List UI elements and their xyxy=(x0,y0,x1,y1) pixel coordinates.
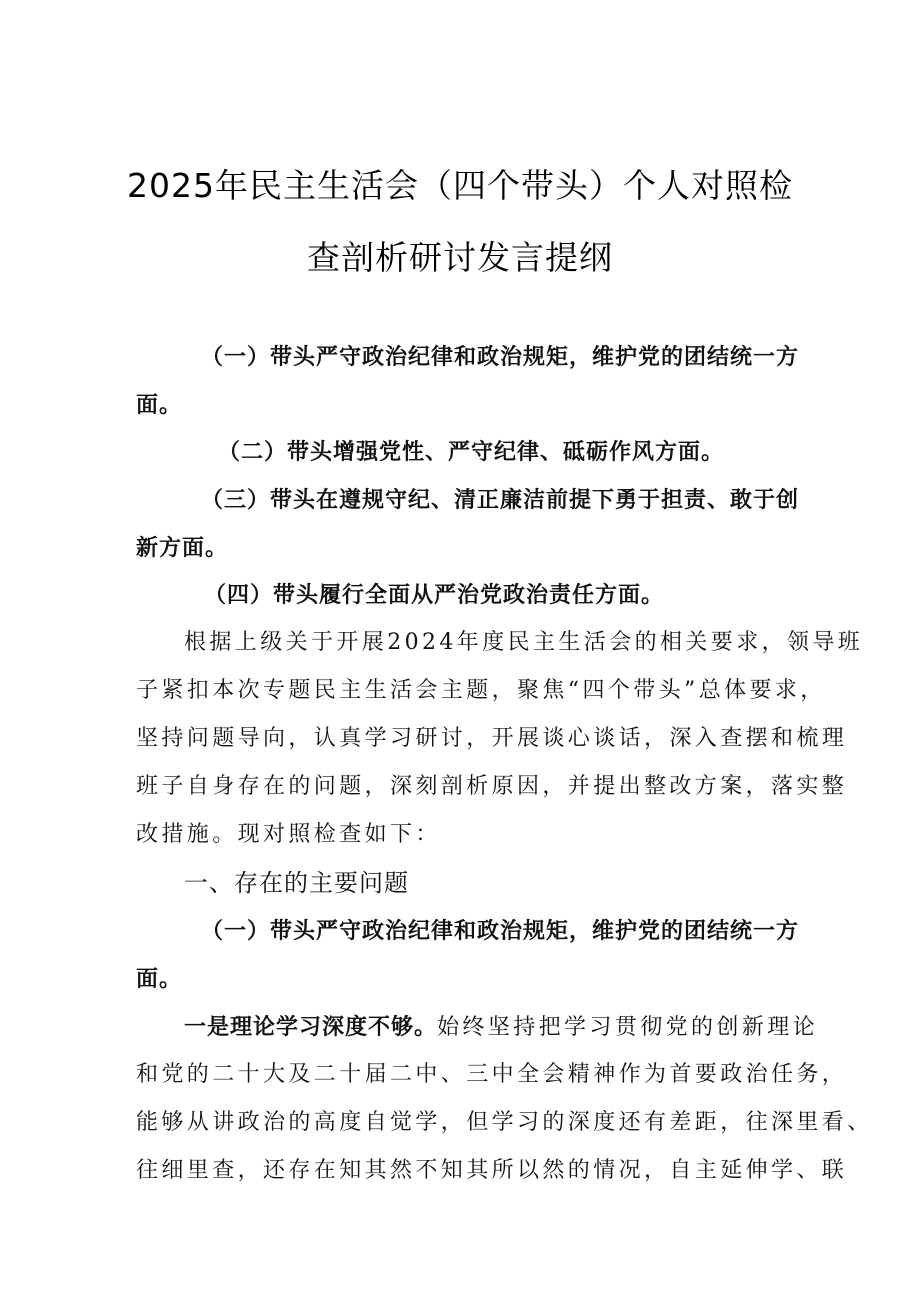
intro-line-5: 改措施。现对照检查如下： xyxy=(136,822,441,847)
section-1-sub-1-line-2: 面。 xyxy=(136,966,183,992)
intro-line-2: 子紧扣本次专题民主生活会主题，聚焦“四个带头”总体要求， xyxy=(136,678,826,703)
outline-item-3-line-1: （三）带头在遵规守纪、清正廉洁前提下勇于担责、敢于创 xyxy=(201,487,800,513)
section-1-heading: 一、存在的主要问题 xyxy=(184,869,409,897)
intro-line-3: 坚持问题导向，认真学习研讨，开展谈心谈话，深入查摆和梳理 xyxy=(136,726,848,751)
intro-line-4: 班子自身存在的问题，深刻剖析原因，并提出整改方案，落实整 xyxy=(136,774,848,799)
point-1-text-1: 始终坚持把学习贯彻党的创新理论 xyxy=(437,1015,819,1040)
document-title-line-1: 2025年民主生活会（四个带头）个人对照检 xyxy=(127,166,793,205)
point-1-line-3: 能够从讲政治的高度自觉学，但学习的深度还有差距，往深里看、 xyxy=(136,1110,873,1135)
document-title-line-2: 查剖析研讨发言提纲 xyxy=(307,238,613,277)
point-1-line-2: 和党的二十大及二十届二中、三中全会精神作为首要政治任务， xyxy=(136,1062,848,1087)
intro-line-1: 根据上级关于开展2024年度民主生活会的相关要求，领导班 xyxy=(184,630,864,655)
outline-item-1-line-1: （一）带头严守政治纪律和政治规矩，维护党的团结统一方 xyxy=(201,344,800,370)
point-1-lead: 一是理论学习深度不够。 xyxy=(184,1014,438,1040)
outline-item-1-line-2: 面。 xyxy=(136,392,183,418)
outline-item-2: （二）带头增强党性、严守纪律、砥砺作风方面。 xyxy=(218,439,725,465)
point-1-line-1 xyxy=(184,1012,818,1043)
section-1-sub-1-line-1: （一）带头严守政治纪律和政治规矩，维护党的团结统一方 xyxy=(201,918,800,944)
outline-item-3-line-2: 新方面。 xyxy=(136,535,229,561)
point-1-line-4: 往细里查，还存在知其然不知其所以然的情况，自主延伸学、联 xyxy=(136,1158,848,1183)
outline-item-4: （四）带头履行全面从严治党政治责任方面。 xyxy=(204,582,665,608)
